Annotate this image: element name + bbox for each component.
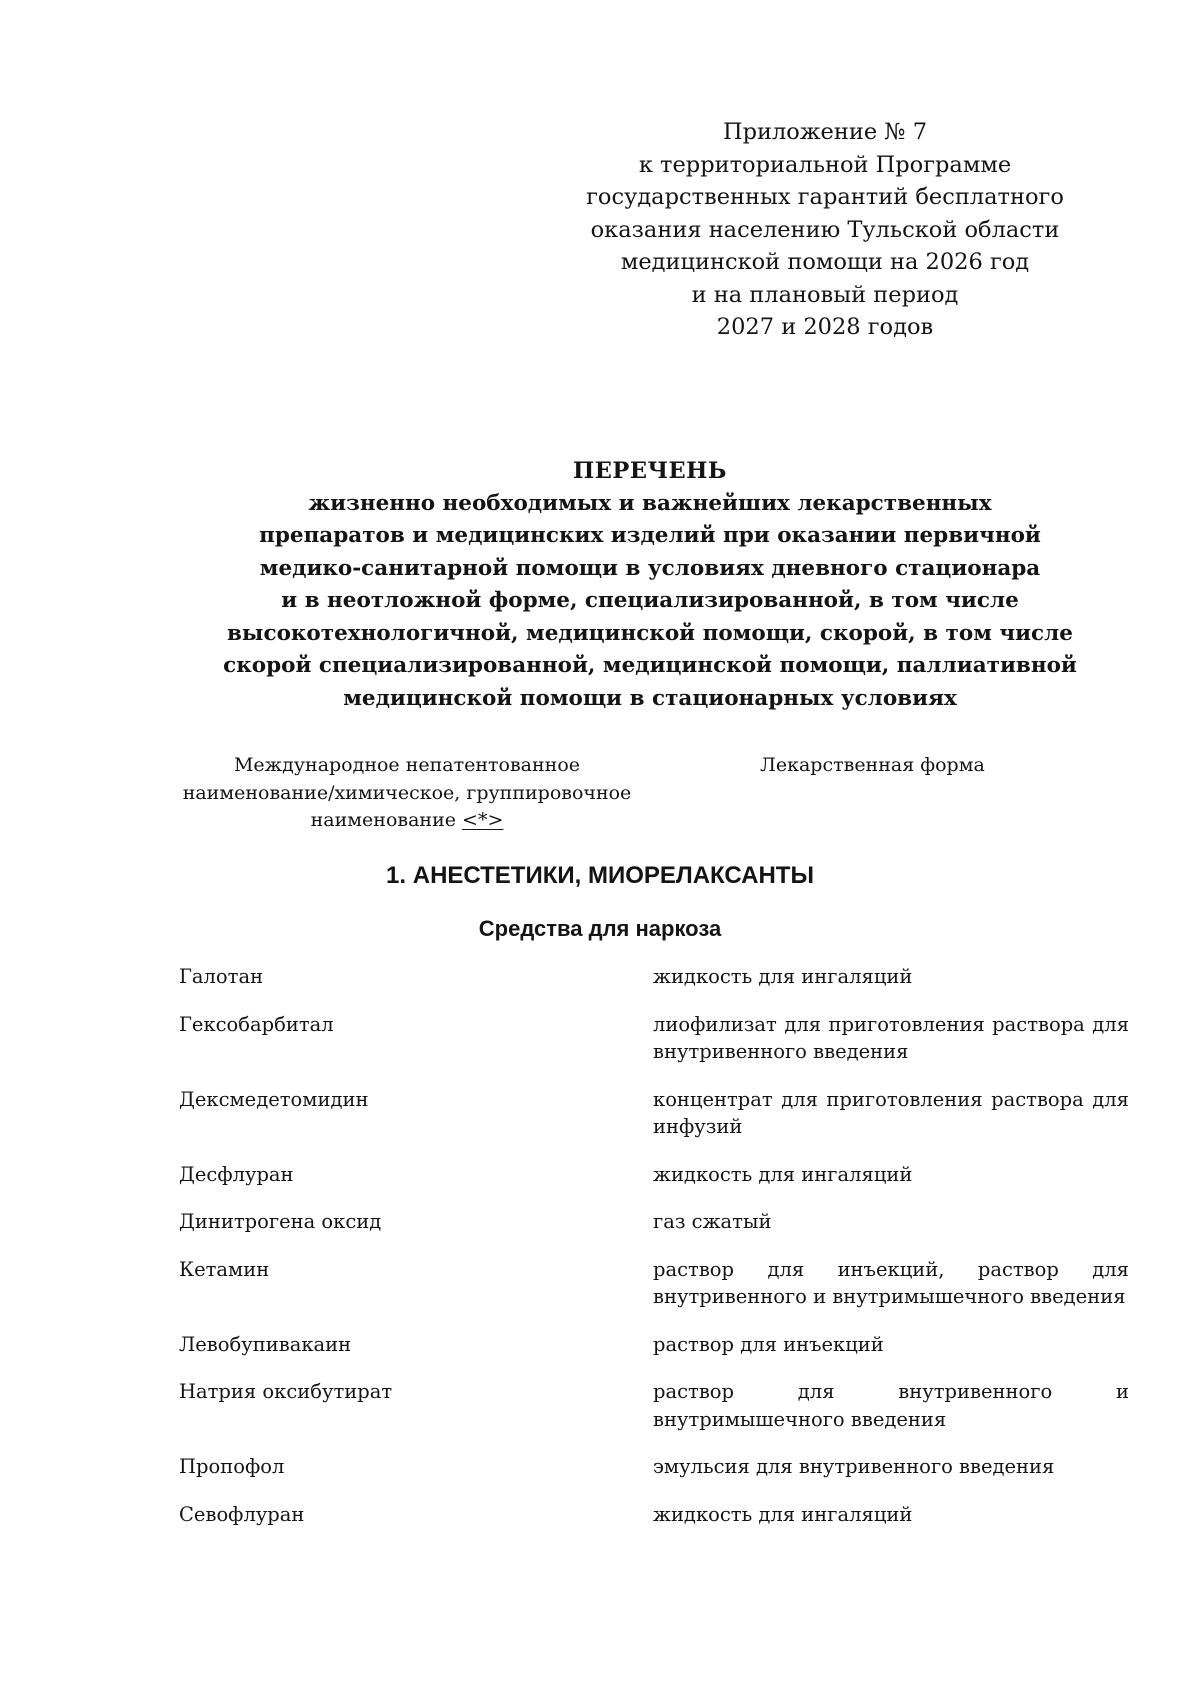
column-header-name	[172, 752, 642, 835]
title-line: и в неотложной форме, специализированной, в том числе	[281, 588, 1019, 613]
drug-name: Десфлуран	[179, 1162, 294, 1186]
drug-form: раствор для внутривенного и внутримышечного введения	[653, 1380, 1129, 1431]
drug-name: Динитрогена оксид	[179, 1210, 382, 1233]
drug-form: газ сжатый	[653, 1210, 772, 1233]
title-line: жизненно необходимых и важнейших лекарственных	[308, 490, 992, 516]
appendix-line: оказания населению Тульской области	[590, 216, 1060, 243]
drug-name: Кетамин	[179, 1257, 270, 1281]
drug-form: лиофилизат для приготовления раствора для внутривенного введения	[653, 1012, 1129, 1063]
drug-row	[179, 1208, 1129, 1236]
column-header-name-word: наименование	[310, 809, 456, 831]
title-line: скорой специализированной, медицинской помощи, паллиативной	[223, 653, 1077, 678]
appendix-line: Приложение № 7	[722, 119, 928, 145]
appendix-line: медицинской помощи на 2026 год	[620, 249, 1030, 275]
drug-row	[179, 1256, 1129, 1311]
column-header-form: Лекарственная форма	[760, 754, 985, 776]
drug-list	[179, 963, 1129, 1548]
drug-row	[179, 1011, 1129, 1066]
drug-name: Натрия оксибутират	[179, 1380, 393, 1403]
appendix-block	[560, 116, 1090, 344]
drug-name: Дексмедетомидин	[179, 1087, 369, 1111]
title-main: ПЕРЕЧЕНЬ	[573, 458, 727, 484]
drug-name: Севофлуран	[179, 1502, 305, 1526]
title-line: медицинской помощи в стационарных условиях	[343, 685, 957, 711]
drug-row	[179, 963, 1129, 991]
drug-form: жидкость для ингаляций	[653, 965, 913, 988]
drug-row	[179, 1501, 1129, 1529]
drug-form: раствор для инъекций, раствор для внутривенного и внутримышечного введения	[653, 1257, 1129, 1308]
drug-row	[179, 1086, 1129, 1141]
appendix-line: к территориальной Программе	[638, 151, 1012, 178]
drug-name: Галотан	[179, 965, 264, 988]
column-header-name-line: наименование/химическое, группировочное	[182, 781, 632, 804]
drug-name: Пропофол	[179, 1455, 285, 1478]
drug-name: Левобупивакаин	[179, 1332, 352, 1356]
drug-form: раствор для инъекций	[653, 1332, 884, 1356]
drug-form: жидкость для ингаляций	[653, 1502, 913, 1526]
drug-row	[179, 1161, 1129, 1189]
title-line: медико-санитарной помощи в условиях дневного стационара	[259, 555, 1041, 581]
title-line: препаратов и медицинских изделий при оказании первичной	[259, 523, 1041, 548]
document-title	[130, 455, 1170, 715]
appendix-line: и на плановый период	[691, 281, 959, 308]
appendix-line: государственных гарантий бесплатного	[586, 184, 1064, 210]
subsection-title: Средства для наркоза	[478, 916, 722, 941]
column-header-name-line	[172, 807, 642, 835]
drug-row	[179, 1378, 1129, 1433]
column-header-name-line: Международное непатентованное	[233, 754, 581, 776]
footnote-link[interactable]: <*>	[462, 809, 504, 831]
drug-name: Гексобарбитал	[179, 1012, 334, 1036]
drug-row	[179, 1453, 1129, 1481]
drug-row	[179, 1331, 1129, 1359]
appendix-line: 2027 и 2028 годов	[716, 314, 934, 340]
drug-form: жидкость для ингаляций	[653, 1162, 913, 1186]
drug-form: эмульсия для внутривенного введения	[653, 1455, 1055, 1478]
section-title: 1. АНЕСТЕТИКИ, МИОРЕЛАКСАНТЫ	[386, 862, 814, 889]
drug-form: концентрат для приготовления раствора для инфузий	[653, 1087, 1129, 1138]
title-line: высокотехнологичной, медицинской помощи, скорой, в том числе	[226, 620, 1073, 646]
